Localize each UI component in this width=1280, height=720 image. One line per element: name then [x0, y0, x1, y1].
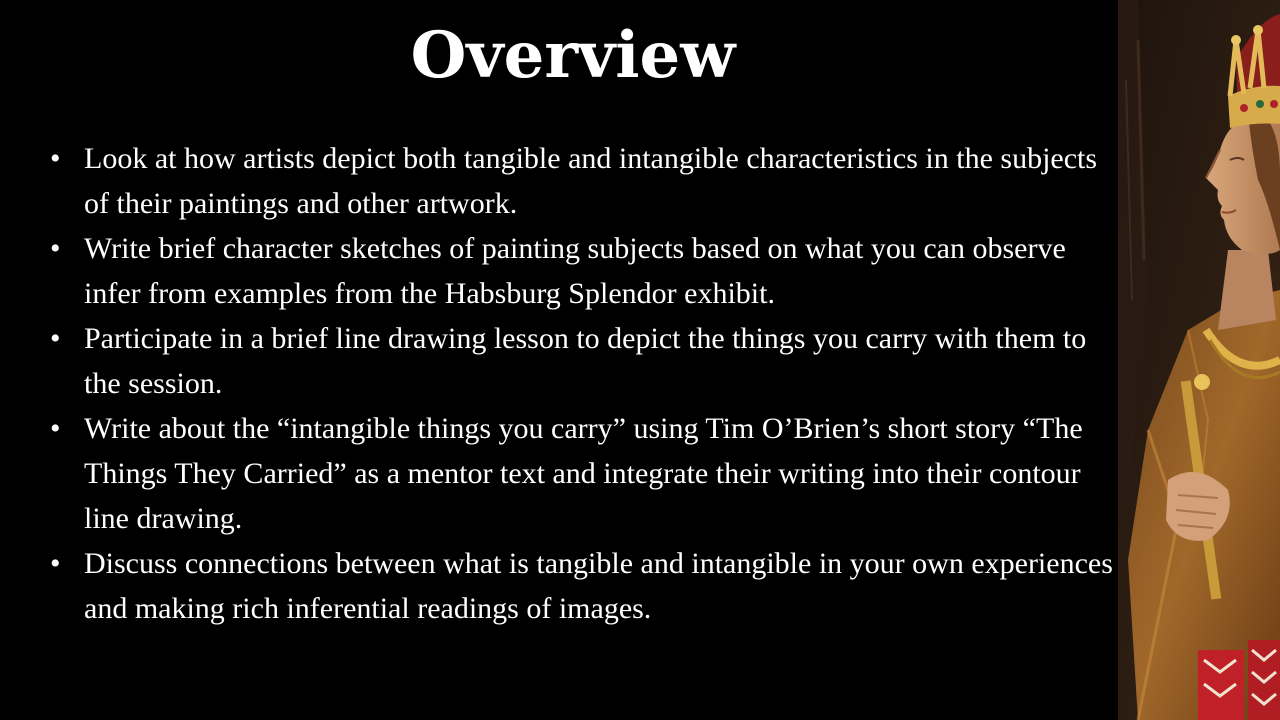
bullet-text: Participate in a brief line drawing lesson to depict the things you carry with them to the session. [84, 322, 1087, 400]
bullet-list [50, 136, 1122, 631]
portrait-painting-image [1118, 0, 1280, 720]
bullet-text: Write about the “intangible things you carry” using Tim O’Brien’s short story “The Things They Carried” as a mentor text and integrate their writing into their contour line drawing. [84, 412, 1083, 535]
bullet-item [50, 406, 1122, 541]
bullet-dot: • [50, 412, 61, 445]
bullet-dot: • [50, 142, 61, 175]
bullet-dot: • [50, 322, 61, 355]
bullet-dot: • [50, 547, 61, 580]
bullet-item [50, 226, 1122, 316]
bullet-text: Discuss connections between what is tangible and intangible in your own experiences and making rich inferential readings of images. [84, 547, 1113, 625]
bullet-item [50, 316, 1122, 406]
bullet-item [50, 136, 1122, 226]
bullet-text: Look at how artists depict both tangible and intangible characteristics in the subjects of their paintings and other artwork. [84, 142, 1098, 220]
portrait-illustration [1118, 0, 1280, 720]
bullet-item [50, 541, 1122, 631]
bullet-text: Write brief character sketches of painting subjects based on what you can observe infer from examples from the Habsburg Splendor exhibit. [84, 232, 1066, 310]
slide-title: Overview [410, 18, 736, 93]
bullet-dot: • [50, 232, 61, 265]
